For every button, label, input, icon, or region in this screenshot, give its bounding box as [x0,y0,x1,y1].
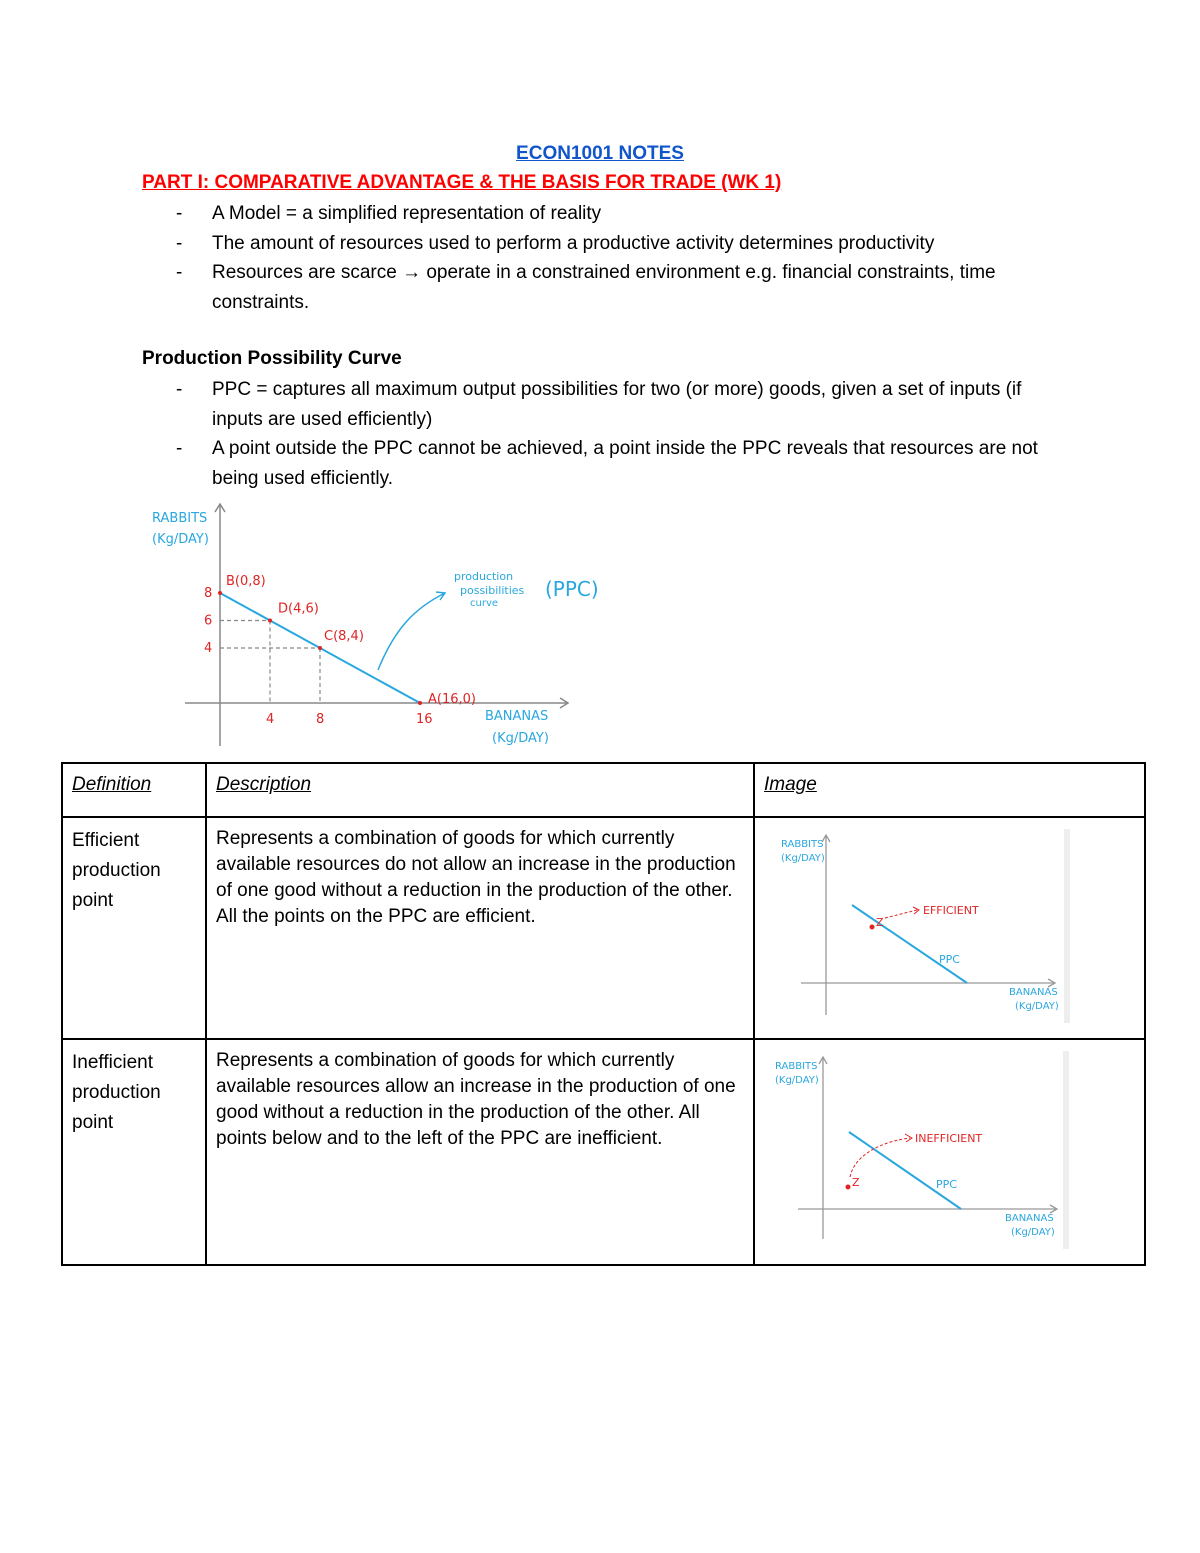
y-axis-label: RABBITS [781,839,824,850]
ppc-table [61,762,1146,1266]
y-axis-unit: (Kg/DAY) [781,853,825,864]
efficient-label: EFFICIENT [923,904,979,917]
y-axis-label: RABBITS [152,511,208,526]
page-title: ECON1001 NOTES [516,143,684,164]
image-cell [754,817,1145,1039]
annotation-ppc: (PPC) [545,577,599,601]
ppc-bullet-list [142,375,1062,493]
point-label: Z [852,1176,860,1189]
annotation-line-1: production [454,570,514,583]
data-point [268,619,272,623]
x-axis-unit: (Kg/DAY) [1015,1001,1059,1012]
list-item: - Resources are scarce → operate in a constrained environment e.g. financial constraints, time constraints. [142,258,1062,317]
annotation-arrow [378,593,445,670]
header-image: Image [754,763,1145,817]
description-cell: Represents a combination of goods for which currently available resources do not allow an increase in the production of one good without a reduction in the production of the other. All the points on the PPC are efficient. [206,817,754,1039]
annotation-line-3: curve [470,598,499,609]
list-item: - A point outside the PPC cannot be achieved, a point inside the PPC reveals that resources are not being used efficiently. [142,434,1062,493]
ppc-label: PPC [936,1178,957,1191]
inefficient-point-diagram [755,1045,1145,1249]
header-description: Description [206,763,754,817]
x-axis-label: BANANAS [1005,1213,1054,1224]
data-point [218,591,222,595]
y-axis-unit: (Kg/DAY) [775,1075,819,1086]
table-header-row [62,763,1145,817]
section-heading: Production Possibility Curve [142,348,402,369]
inefficient-point [846,1185,851,1190]
definition-cell: Efficient production point [62,817,206,1039]
y-tick-label: 8 [204,586,213,601]
efficient-point [870,925,875,930]
point-a-label: A(16,0) [428,692,476,707]
x-tick-label: 4 [266,712,275,727]
table-row [62,817,1145,1039]
annotation-line-2: possibilities [460,584,525,597]
x-tick-label: 8 [316,712,325,727]
point-c-label: C(8,4) [324,629,364,644]
y-tick-label: 4 [204,641,213,656]
table-row [62,1039,1145,1265]
point-d-label: D(4,6) [278,601,319,617]
ppc-label: PPC [939,953,960,966]
point-label: Z [876,916,884,929]
definition-cell: Inefficient production point [62,1039,206,1265]
image-cell [754,1039,1145,1265]
data-point [318,646,322,650]
list-item: - PPC = captures all maximum output possibilities for two (or more) goods, given a set of inputs (if inputs are used efficiently) [142,375,1062,434]
data-point [418,701,422,705]
header-definition: Definition [62,763,206,817]
list-item: - The amount of resources used to perform a productive activity determines productivity [142,229,1062,259]
x-axis-label: BANANAS [485,709,549,724]
part-heading: PART I: COMPARATIVE ADVANTAGE & THE BASIS FOR TRADE (WK 1) [142,172,782,193]
x-axis-label: BANANAS [1009,987,1058,998]
x-axis-unit: (Kg/DAY) [1011,1227,1055,1238]
x-axis-unit: (Kg/DAY) [492,731,549,746]
y-axis-label: RABBITS [775,1061,818,1072]
list-item: - A Model = a simplified representation of reality [142,199,1062,229]
ppc-diagram [140,498,620,753]
inefficient-label: INEFFICIENT [915,1132,983,1145]
x-tick-label: 16 [416,712,433,727]
y-tick-label: 6 [204,613,213,629]
efficient-point-diagram [755,823,1145,1023]
point-b-label: B(0,8) [226,574,266,589]
description-cell: Represents a combination of goods for which currently available resources allow an increase in the production of one good without a reduction in the production of the other. All points below and to the left of the PPC are inefficient. [206,1039,754,1265]
intro-bullet-list [142,199,1062,317]
y-axis-unit: (Kg/DAY) [152,532,209,547]
